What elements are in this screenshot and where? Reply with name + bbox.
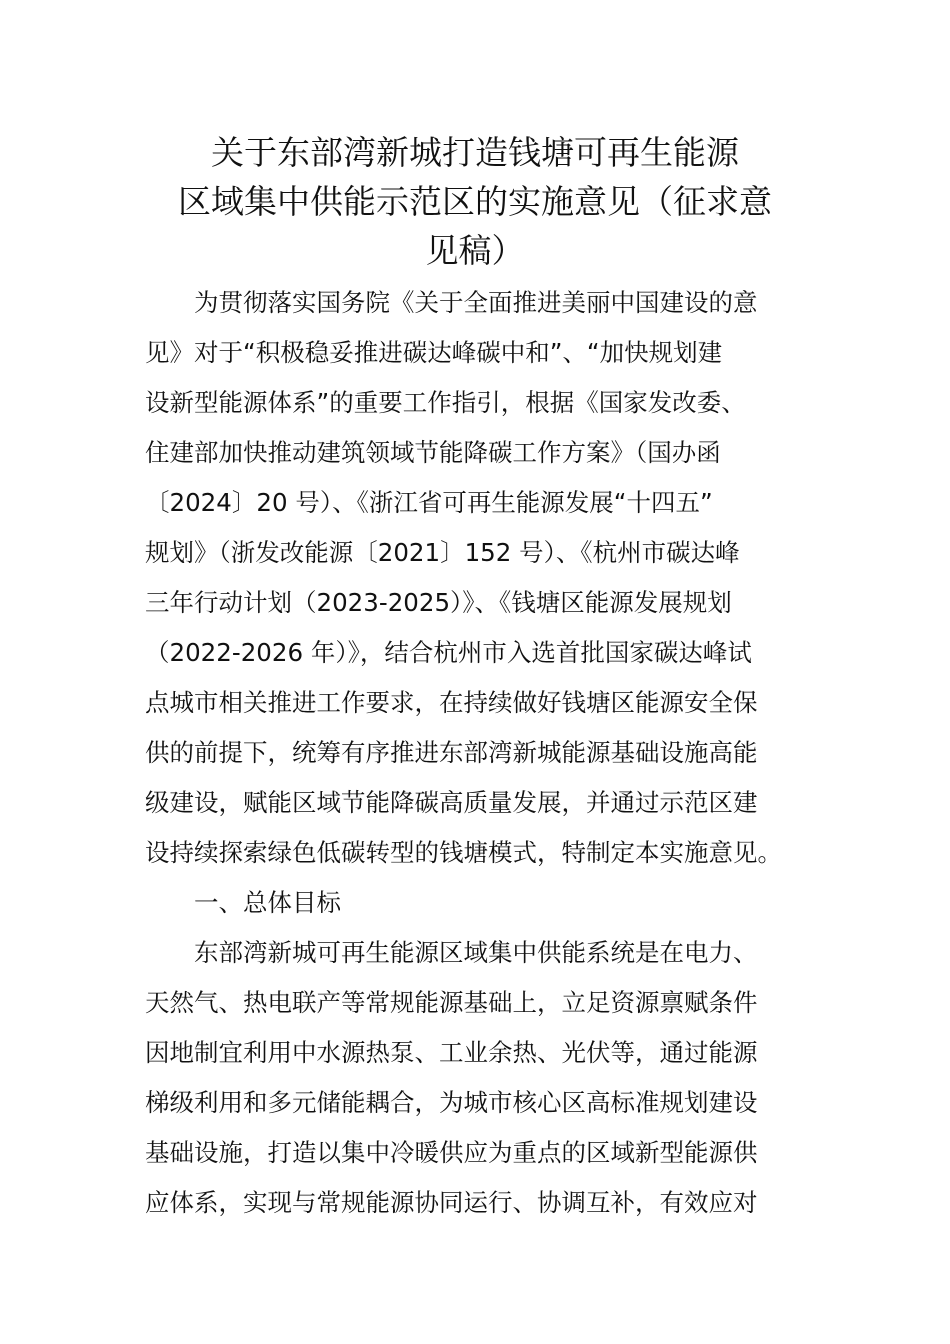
paragraph-1-line-6: 规划》（浙发改能源〔2021〕152 号）、《杭州市碳达峰 — [145, 538, 740, 567]
paragraph-1-line-3: 设新型能源体系”的重要工作指引，根据《国家发改委、 — [145, 388, 746, 417]
title-line-3: 见稿） — [425, 231, 525, 270]
title-line-1: 关于东部湾新城打造钱塘可再生能源 — [211, 133, 739, 172]
document-title — [145, 128, 805, 275]
paragraph-2-line-3: 因地制宜利用中水源热泵、工业余热、光伏等，通过能源 — [145, 1038, 758, 1067]
paragraph-1-line-9: 点城市相关推进工作要求，在持续做好钱塘区能源安全保 — [145, 688, 758, 717]
paragraph-1-line-4: 住建部加快推动建筑领域节能降碳工作方案》（国办函 — [145, 438, 721, 467]
paragraph-2-line-1: 东部湾新城可再生能源区域集中供能系统是在电力、 — [194, 938, 758, 967]
paragraph-2-line-2: 天然气、热电联产等常规能源基础上，立足资源禀赋条件 — [145, 988, 758, 1017]
paragraph-2-line-6: 应体系，实现与常规能源协同运行、协调互补，有效应对 — [145, 1188, 758, 1217]
paragraph-2-line-4: 梯级利用和多元储能耦合，为城市核心区高标准规划建设 — [145, 1088, 758, 1117]
paragraph-2-line-5: 基础设施，打造以集中冷暖供应为重点的区域新型能源供 — [145, 1138, 758, 1167]
paragraph-1-line-8: （2022-2026 年）》，结合杭州市入选首批国家碳达峰试 — [145, 638, 752, 667]
paragraph-1-line-11: 级建设，赋能区域节能降碳高质量发展，并通过示范区建 — [145, 788, 758, 817]
paragraph-1-line-1: 为贯彻落实国务院《关于全面推进美丽中国建设的意 — [194, 288, 758, 317]
title-line-2: 区域集中供能示范区的实施意见（征求意 — [178, 182, 772, 221]
paragraph-1-line-2: 见》对于“积极稳妥推进碳达峰碳中和”、“加快规划建 — [145, 338, 723, 367]
paragraph-1-line-12: 设持续探索绿色低碳转型的钱塘模式，特制定本实施意见。 — [145, 838, 782, 867]
paragraph-1-line-5: 〔2024〕20 号）、《浙江省可再生能源发展“十四五” — [145, 488, 713, 517]
section-heading-overall-goals: 一、总体目标 — [194, 888, 341, 917]
paragraph-1-line-7: 三年行动计划（2023-2025）》、《钱塘区能源发展规划 — [145, 588, 732, 617]
paragraph-1-line-10: 供的前提下，统筹有序推进东部湾新城能源基础设施高能 — [145, 738, 758, 767]
document-body — [145, 278, 810, 1228]
